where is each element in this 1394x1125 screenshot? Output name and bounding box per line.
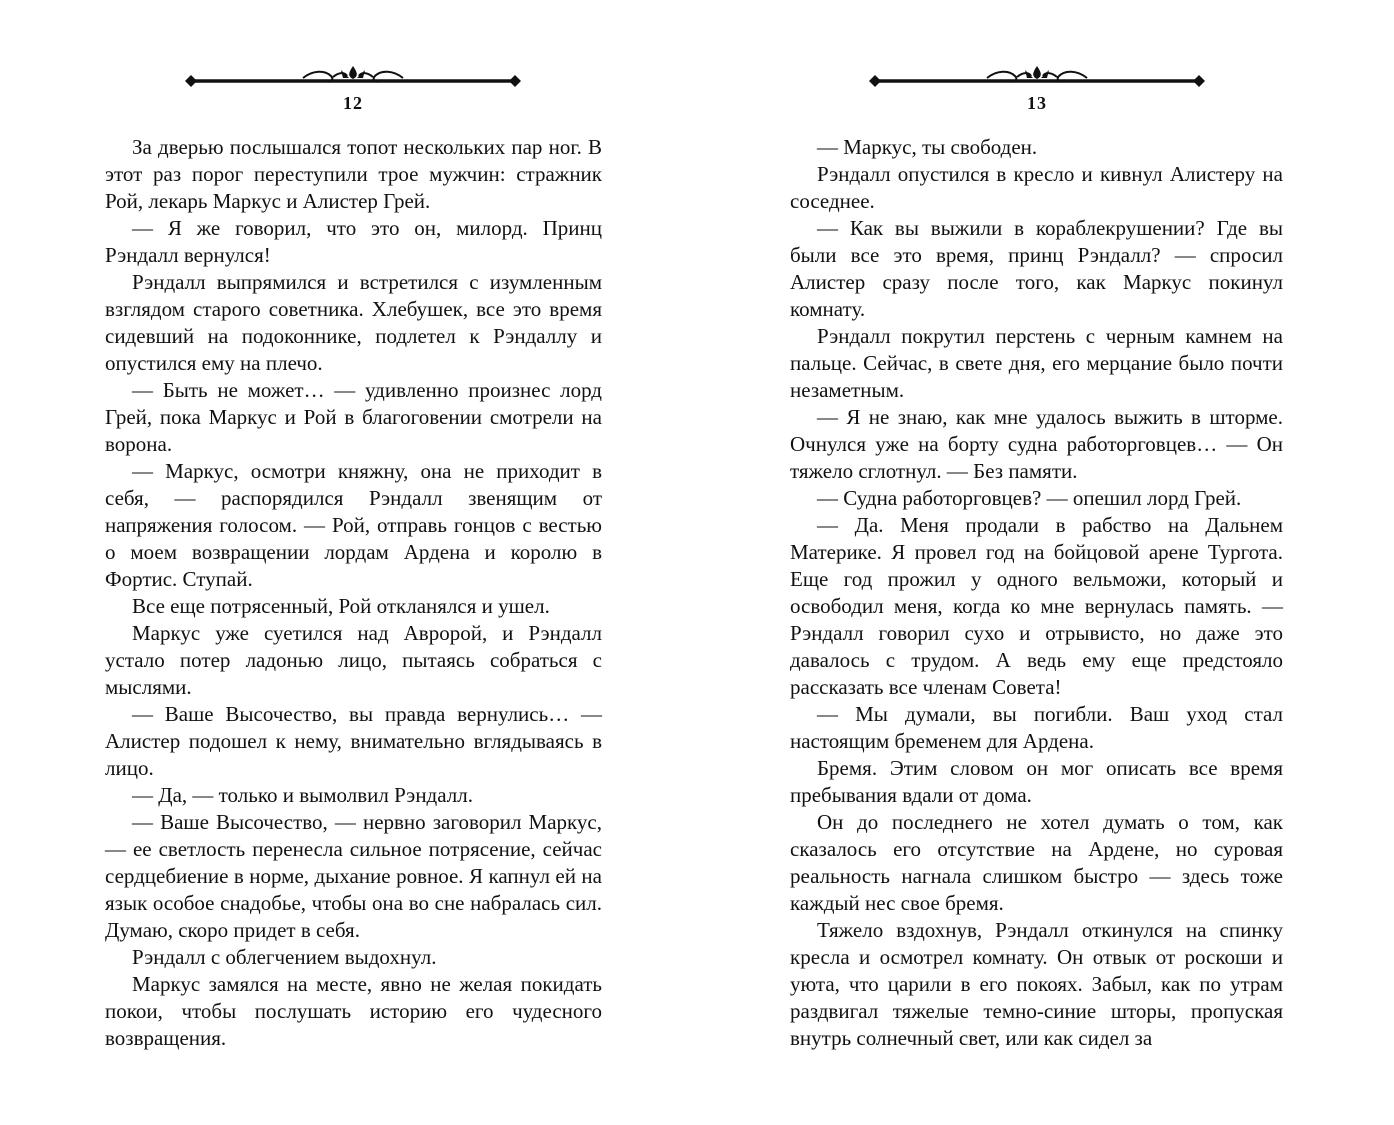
paragraph: — Как вы выжили в кораблекрушении? Где вы были все это время, принц Рэндалл? — спросил Алистер сразу после того, как Маркус покинул комнату.: [790, 216, 1283, 321]
paragraph: — Маркус, ты свободен.: [817, 135, 1038, 159]
paragraph: — Мы думали, вы погибли. Ваш уход стал настоящим бременем для Ардена.: [790, 702, 1283, 753]
paragraph: Бремя. Этим словом он мог описать все время пребывания вдали от дома.: [790, 756, 1283, 807]
page-text: [105, 134, 602, 1052]
paragraph: За дверью послышался топот нескольких пар ног. В этот раз порог переступили трое мужчин: стражник Рой, лекарь Маркус и Алистер Грей.: [105, 135, 602, 213]
paragraph: Рэндалл покрутил перстень с черным камнем на пальце. Сейчас, в свете дня, его мерцание было почти незаметным.: [790, 324, 1283, 402]
paragraph: — Я же говорил, что это он, милорд. Принц Рэндалл вернулся!: [105, 216, 602, 267]
page-number: 13: [1027, 93, 1047, 113]
paragraph: — Судна работорговцев? — опешил лорд Грей.: [817, 486, 1242, 510]
paragraph: — Да, — только и вымолвил Рэндалл.: [132, 783, 473, 807]
paragraph: — Я не знаю, как мне удалось выжить в шторме. Очнулся уже на борту судна работорговцев… — Он тяжело сглотнул. — Без памяти.: [790, 405, 1283, 483]
paragraph: — Да. Меня продали в рабство на Дальнем Материке. Я провел год на бойцовой арене Тургота. Еще год прожил у одного вельможи, который и освободил меня, когда ко мне вернулась память. — Рэндалл говорил сухо и отрывисто, но даже это давалось с трудом. А ведь ему еще предстояло рассказать все членам Совета!: [790, 513, 1283, 699]
paragraph: — Ваше Высочество, — нервно заговорил Маркус, — ее светлость перенесла сильное потрясение, сейчас сердцебиение в норме, дыхание ровное. Я капнул ей на язык особое снадобье, чтобы она во сне набралась сил. Думаю, скоро придет в себя.: [105, 810, 602, 942]
page-number: 12: [343, 93, 363, 113]
paragraph: — Быть не может… — удивленно произнес лорд Грей, пока Маркус и Рой в благоговении смотрели на ворона.: [105, 378, 602, 456]
paragraph: Тяжело вздохнув, Рэндалл откинулся на спинку кресла и осмотрел комнату. Он отвык от роскоши и уюта, что царили в его покоях. Забыл, как по утрам раздвигал тяжелые темно-синие шторы, пропуская внутрь солнечный свет, или как сидел за: [790, 918, 1283, 1050]
paragraph: Рэндалл с облегчением выдохнул.: [132, 945, 437, 969]
page-header: [867, 64, 1207, 114]
right-page: [697, 0, 1394, 1125]
paragraph: Все еще потрясенный, Рой откланялся и ушел.: [132, 594, 550, 618]
paragraph: Он до последнего не хотел думать о том, как сказалось его отсутствие на Ардене, но суровая реальность нагнала слишком быстро — здесь тоже каждый нес свое бремя.: [790, 810, 1283, 915]
paragraph: Маркус уже суетился над Авророй, и Рэндалл устало потер ладонью лицо, пытаясь собраться с мыслями.: [105, 621, 602, 699]
paragraph: — Ваше Высочество, вы правда вернулись… — Алистер подошел к нему, внимательно вглядываясь в лицо.: [105, 702, 602, 780]
page-header: [183, 64, 523, 114]
paragraph: Рэндалл выпрямился и встретился с изумленным взглядом старого советника. Хлебушек, все это время сидевший на подоконнике, подлетел к Рэндаллу и опустился ему на плечо.: [105, 270, 602, 375]
paragraph: Рэндалл опустился в кресло и кивнул Алистеру на соседнее.: [790, 162, 1283, 213]
page-text: [790, 134, 1283, 1052]
paragraph: — Маркус, осмотри княжну, она не приходит в себя, — распорядился Рэндалл звенящим от напряжения голосом. — Рой, отправь гонцов с вестью о моем возвращении лордам Ардена и королю в Фортис. Ступай.: [105, 459, 602, 591]
paragraph: Маркус замялся на месте, явно не желая покидать покои, чтобы послушать историю его чудесного возвращения.: [105, 972, 602, 1050]
